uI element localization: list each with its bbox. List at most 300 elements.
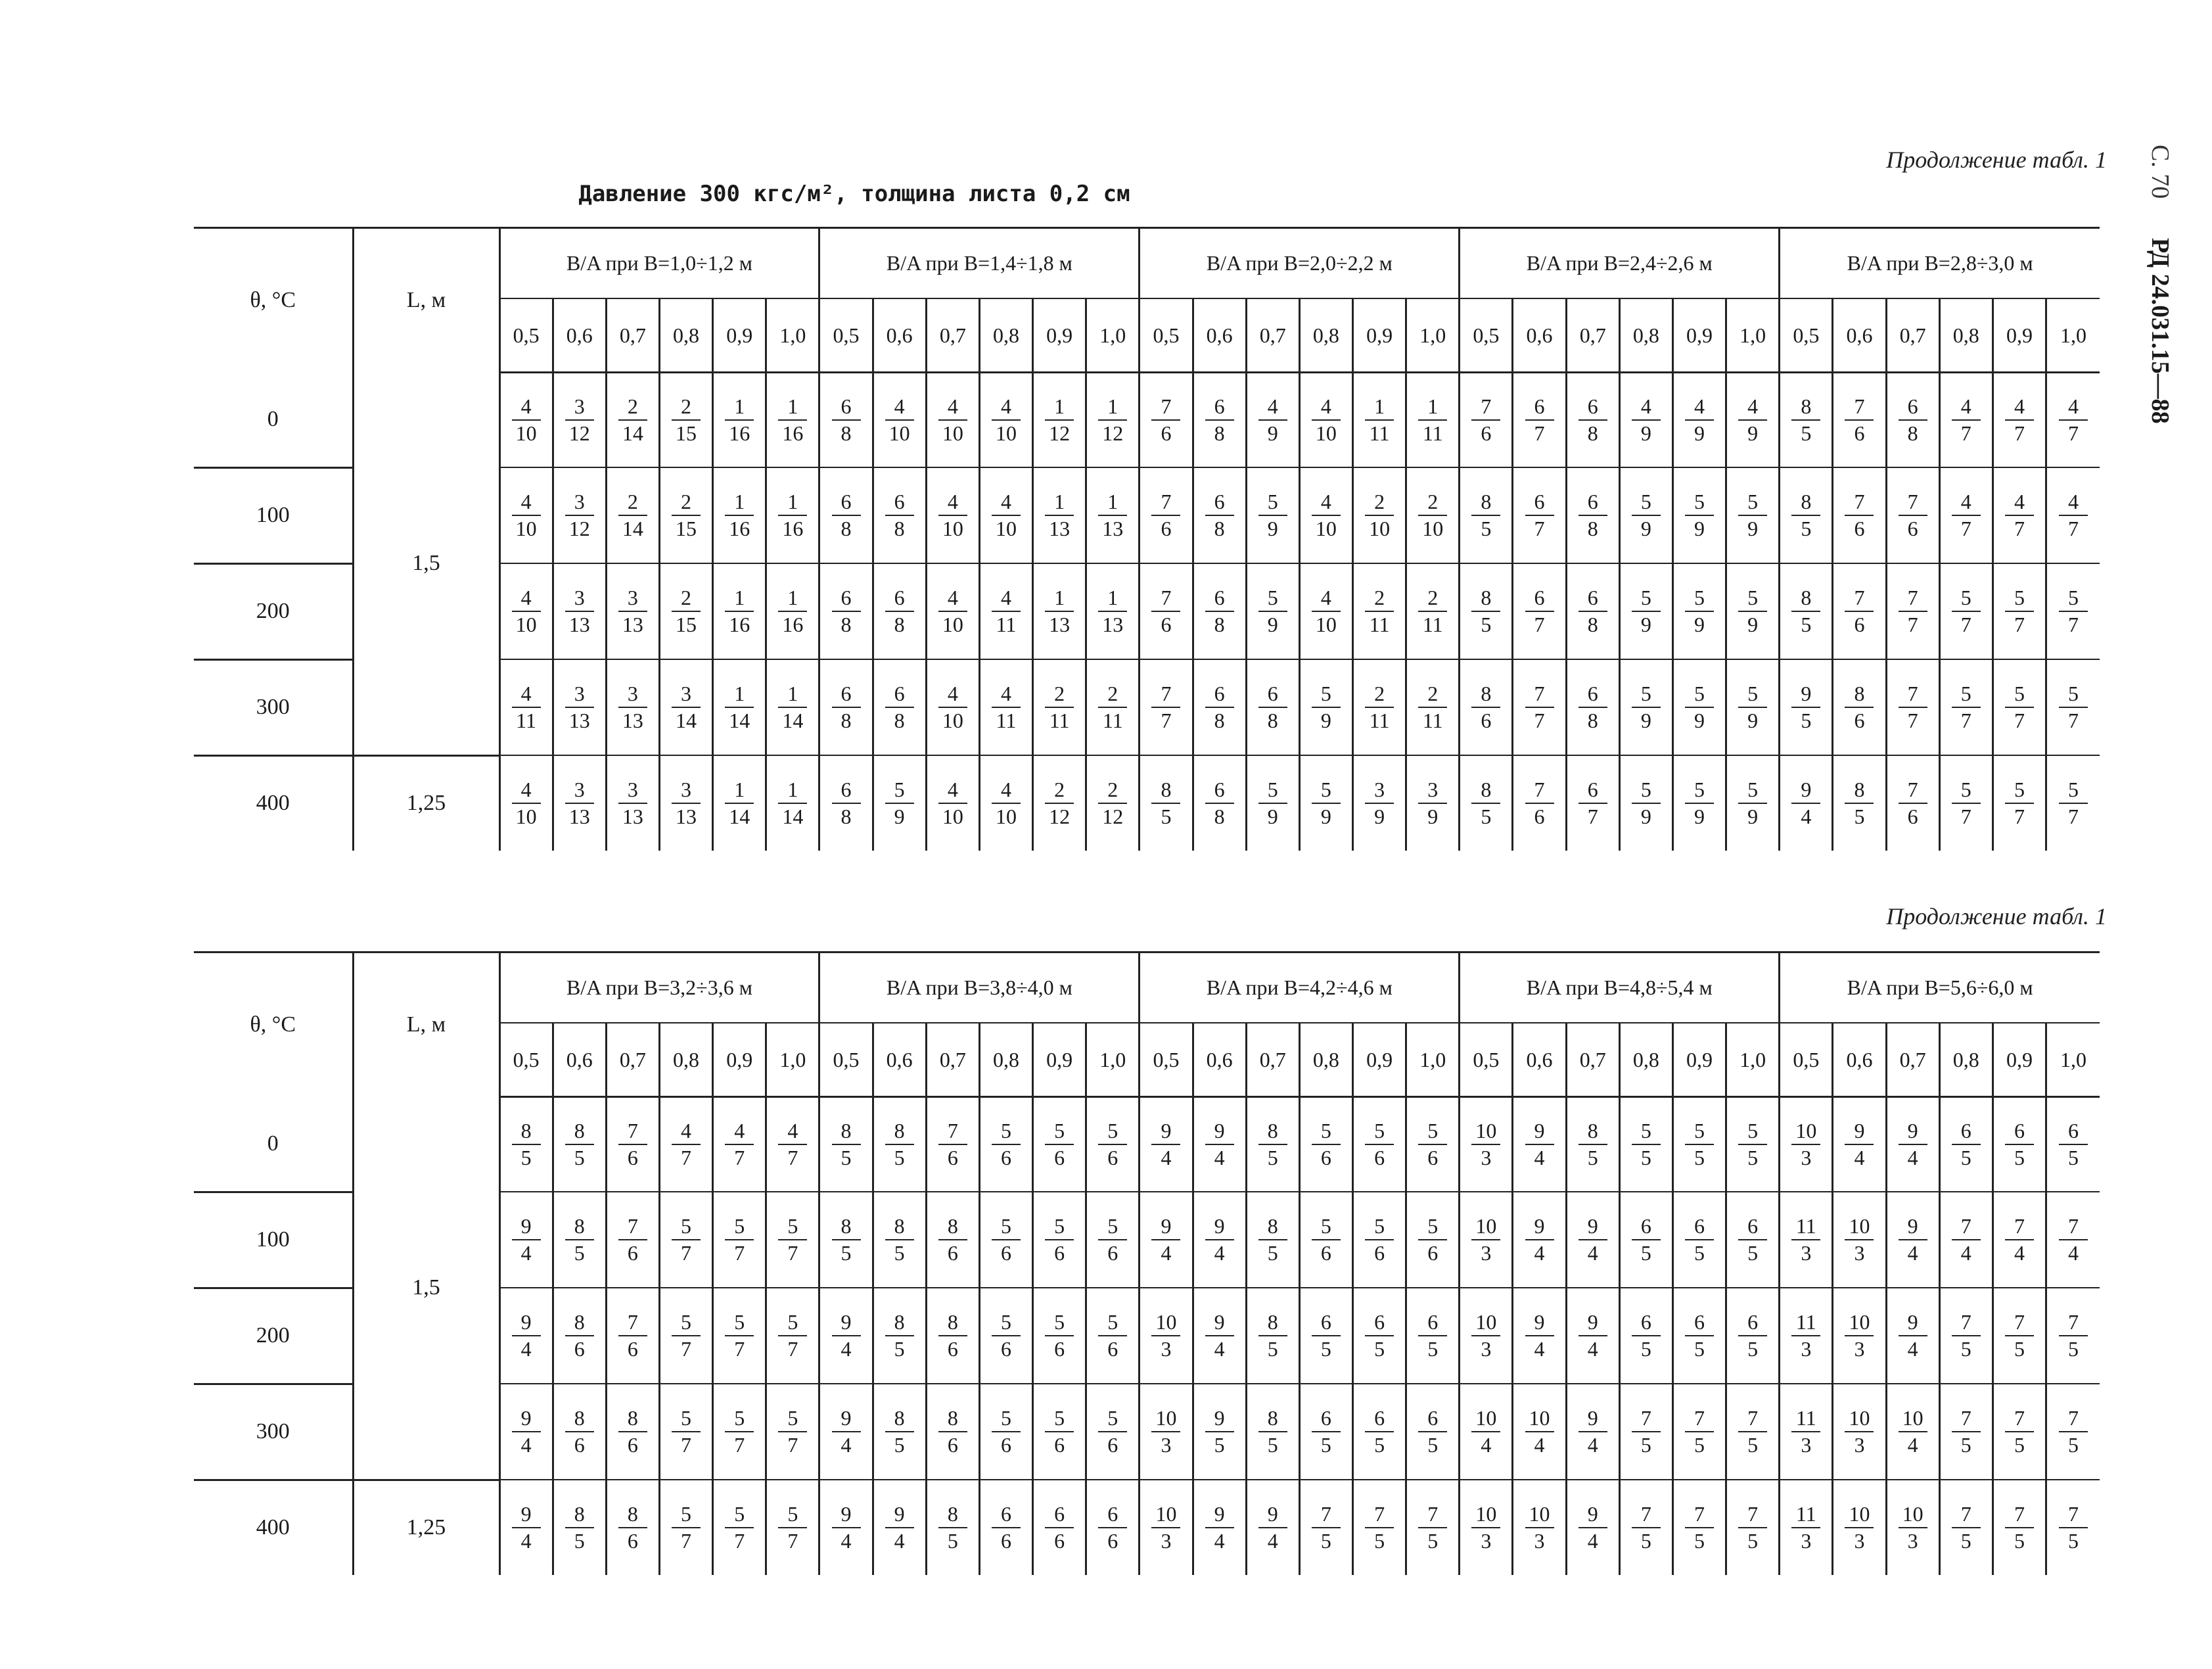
ratio-header: 0,7 bbox=[926, 1023, 979, 1097]
fraction bbox=[1045, 1311, 1074, 1361]
denominator: 7 bbox=[725, 1527, 754, 1553]
ratio-header: 0,5 bbox=[1140, 298, 1193, 373]
denominator: 9 bbox=[1738, 611, 1767, 636]
fraction-cell bbox=[1726, 1384, 1780, 1480]
numerator: 6 bbox=[1054, 1501, 1065, 1526]
denominator: 3 bbox=[1151, 1431, 1180, 1457]
fraction bbox=[1899, 1119, 1927, 1169]
denominator: 4 bbox=[1845, 1144, 1874, 1169]
fraction bbox=[832, 1311, 861, 1361]
fraction-cell bbox=[1033, 755, 1086, 851]
fraction bbox=[778, 778, 807, 828]
denominator: 5 bbox=[885, 1144, 914, 1169]
denominator: 5 bbox=[1952, 1335, 1981, 1361]
fraction bbox=[1365, 1407, 1394, 1457]
fraction bbox=[1952, 1503, 1981, 1553]
numerator: 4 bbox=[947, 489, 958, 513]
denominator: 3 bbox=[1791, 1239, 1820, 1265]
fraction-cell bbox=[1993, 1288, 2046, 1384]
fraction-cell bbox=[1193, 755, 1246, 851]
denominator: 5 bbox=[1632, 1335, 1661, 1361]
fraction bbox=[618, 1311, 647, 1361]
denominator: 6 bbox=[1151, 419, 1180, 445]
numerator: 8 bbox=[1801, 585, 1812, 609]
fraction-cell bbox=[1672, 373, 1726, 468]
fraction-cell bbox=[1513, 1384, 1566, 1480]
fraction-cell bbox=[979, 1192, 1032, 1288]
numerator: 10 bbox=[1475, 1501, 1497, 1526]
group-header: B/A при B=3,2÷3,6 м bbox=[499, 952, 819, 1023]
numerator: 8 bbox=[574, 1213, 585, 1238]
fraction bbox=[2005, 1119, 2034, 1169]
fraction bbox=[1738, 1311, 1767, 1361]
ratio-header: 0,8 bbox=[1619, 1023, 1672, 1097]
fraction bbox=[992, 490, 1021, 540]
fraction bbox=[1738, 1407, 1767, 1457]
fraction-cell bbox=[1672, 755, 1726, 851]
group-header: B/A при B=2,4÷2,6 м bbox=[1460, 228, 1780, 299]
ratio-header: 0,7 bbox=[1246, 1023, 1299, 1097]
numerator: 5 bbox=[1054, 1405, 1065, 1430]
fraction-cell bbox=[1780, 755, 1833, 851]
denominator: 9 bbox=[1365, 803, 1394, 828]
table-row bbox=[194, 755, 2100, 851]
denominator: 5 bbox=[512, 1144, 541, 1169]
fraction-cell bbox=[1513, 1097, 1566, 1192]
fraction bbox=[1098, 1503, 1127, 1553]
fraction-cell bbox=[1193, 1480, 1246, 1575]
fraction-cell bbox=[659, 1097, 712, 1192]
fraction bbox=[938, 682, 967, 732]
denominator: 3 bbox=[1471, 1239, 1500, 1265]
numerator: 5 bbox=[1747, 489, 1759, 513]
fraction bbox=[1952, 1311, 1981, 1361]
denominator: 8 bbox=[885, 515, 914, 540]
denominator: 7 bbox=[1151, 707, 1180, 732]
denominator: 8 bbox=[832, 707, 861, 732]
numerator: 6 bbox=[1374, 1405, 1385, 1430]
fraction-cell bbox=[1886, 1384, 1939, 1480]
numerator: 4 bbox=[947, 394, 958, 418]
fraction-cell bbox=[926, 1097, 979, 1192]
fraction bbox=[565, 1119, 594, 1169]
fraction bbox=[1525, 490, 1554, 540]
numerator: 7 bbox=[1161, 394, 1172, 418]
fraction bbox=[1525, 395, 1554, 445]
denominator: 10 bbox=[992, 419, 1021, 445]
fraction bbox=[1525, 1407, 1554, 1457]
ratio-header: 1,0 bbox=[1086, 298, 1140, 373]
numerator: 6 bbox=[1747, 1213, 1759, 1238]
fraction-cell bbox=[553, 1384, 606, 1480]
ratio-header: 1,0 bbox=[2046, 298, 2100, 373]
fraction-cell bbox=[819, 1288, 873, 1384]
fraction bbox=[1791, 778, 1820, 828]
fraction bbox=[512, 1311, 541, 1361]
numerator: 8 bbox=[894, 1309, 905, 1334]
ratio-header: 0,6 bbox=[1833, 1023, 1886, 1097]
fraction bbox=[992, 682, 1021, 732]
numerator: 9 bbox=[841, 1309, 852, 1334]
ratio-header: 0,9 bbox=[713, 1023, 766, 1097]
row-length: 1,25 bbox=[353, 755, 499, 851]
numerator: 8 bbox=[1587, 1118, 1598, 1142]
denominator: 16 bbox=[725, 515, 754, 540]
numerator: 1 bbox=[787, 585, 798, 609]
fraction-cell bbox=[499, 659, 553, 755]
denominator: 10 bbox=[938, 707, 967, 732]
numerator: 3 bbox=[574, 585, 585, 609]
numerator: 5 bbox=[787, 1405, 798, 1430]
fraction bbox=[1845, 1407, 1874, 1457]
numerator: 5 bbox=[1640, 489, 1651, 513]
denominator: 6 bbox=[1045, 1431, 1074, 1457]
fraction bbox=[1045, 778, 1074, 828]
numerator: 8 bbox=[1801, 394, 1812, 418]
denominator: 4 bbox=[512, 1431, 541, 1457]
denominator: 4 bbox=[1471, 1431, 1500, 1457]
denominator: 4 bbox=[512, 1239, 541, 1265]
fraction bbox=[2059, 1215, 2088, 1265]
fraction bbox=[1738, 778, 1767, 828]
numerator: 10 bbox=[1902, 1405, 1924, 1430]
fraction-cell bbox=[1353, 1480, 1406, 1575]
numerator: 4 bbox=[1000, 489, 1011, 513]
fraction-cell bbox=[873, 467, 926, 563]
denominator: 7 bbox=[1525, 707, 1554, 732]
denominator: 12 bbox=[1098, 419, 1127, 445]
fraction-cell bbox=[1886, 1288, 1939, 1384]
denominator: 5 bbox=[1258, 1335, 1287, 1361]
ratio-header: 0,6 bbox=[1193, 1023, 1246, 1097]
row-theta: 0 bbox=[194, 1097, 353, 1192]
fraction bbox=[1738, 586, 1767, 636]
fraction bbox=[1258, 778, 1287, 828]
fraction bbox=[1471, 778, 1500, 828]
denominator: 5 bbox=[2059, 1527, 2088, 1553]
numerator: 8 bbox=[1481, 585, 1492, 609]
fraction-cell bbox=[1833, 1288, 1886, 1384]
fraction-cell bbox=[1939, 1097, 1993, 1192]
denominator: 5 bbox=[1258, 1431, 1287, 1457]
denominator: 5 bbox=[1312, 1335, 1341, 1361]
denominator: 5 bbox=[1258, 1144, 1287, 1169]
denominator: 6 bbox=[618, 1335, 647, 1361]
numerator: 1 bbox=[1054, 394, 1065, 418]
numerator: 8 bbox=[1481, 681, 1492, 705]
fraction-cell bbox=[1726, 373, 1780, 468]
denominator: 5 bbox=[1632, 1239, 1661, 1265]
fraction-cell bbox=[1406, 755, 1460, 851]
ratio-header: 0,8 bbox=[979, 1023, 1032, 1097]
fraction-cell bbox=[1299, 1480, 1352, 1575]
fraction bbox=[1791, 490, 1820, 540]
numerator: 8 bbox=[894, 1213, 905, 1238]
table-1 bbox=[194, 227, 2100, 851]
fraction-cell bbox=[1299, 373, 1352, 468]
fraction-cell bbox=[1299, 755, 1352, 851]
fraction bbox=[1899, 1215, 1927, 1265]
numerator: 2 bbox=[1427, 585, 1439, 609]
denominator: 10 bbox=[512, 515, 541, 540]
numerator: 8 bbox=[627, 1501, 638, 1526]
denominator: 6 bbox=[1045, 1144, 1074, 1169]
denominator: 4 bbox=[2005, 1239, 2034, 1265]
numerator: 11 bbox=[1795, 1501, 1816, 1526]
table-row bbox=[194, 1097, 2100, 1192]
numerator: 7 bbox=[1907, 777, 1918, 801]
denominator: 8 bbox=[1578, 611, 1607, 636]
denominator: 10 bbox=[1312, 419, 1341, 445]
fraction bbox=[1685, 586, 1714, 636]
denominator: 10 bbox=[1365, 515, 1394, 540]
fraction bbox=[1952, 490, 1981, 540]
fraction-cell bbox=[1939, 1384, 1993, 1480]
fraction-cell bbox=[1513, 659, 1566, 755]
fraction-cell bbox=[499, 755, 553, 851]
denominator: 8 bbox=[832, 515, 861, 540]
numerator: 1 bbox=[1107, 489, 1118, 513]
fraction-cell bbox=[499, 373, 553, 468]
numerator: 6 bbox=[1320, 1405, 1331, 1430]
fraction bbox=[1312, 1503, 1341, 1553]
fraction bbox=[1578, 490, 1607, 540]
fraction-cell bbox=[606, 755, 659, 851]
numerator: 6 bbox=[1587, 681, 1598, 705]
fraction bbox=[778, 490, 807, 540]
numerator: 5 bbox=[1747, 681, 1759, 705]
fraction bbox=[725, 1311, 754, 1361]
row-theta: 200 bbox=[194, 563, 353, 659]
fraction-cell bbox=[926, 467, 979, 563]
numerator: 7 bbox=[2068, 1213, 2079, 1238]
fraction bbox=[1738, 490, 1767, 540]
fraction bbox=[672, 490, 701, 540]
numerator: 8 bbox=[1267, 1213, 1278, 1238]
fraction-cell bbox=[873, 373, 926, 468]
denominator: 6 bbox=[1098, 1144, 1127, 1169]
denominator: 7 bbox=[2059, 803, 2088, 828]
denominator: 7 bbox=[778, 1527, 807, 1553]
numerator: 9 bbox=[1214, 1309, 1225, 1334]
fraction-cell bbox=[1780, 1480, 1833, 1575]
fraction-cell bbox=[1406, 563, 1460, 659]
fraction bbox=[1258, 1407, 1287, 1457]
fraction-cell bbox=[1246, 563, 1299, 659]
denominator: 12 bbox=[565, 419, 594, 445]
numerator: 8 bbox=[1267, 1118, 1278, 1142]
fraction bbox=[618, 682, 647, 732]
fraction-cell bbox=[1033, 659, 1086, 755]
fraction-cell bbox=[766, 755, 819, 851]
denominator: 9 bbox=[1418, 803, 1447, 828]
fraction-cell bbox=[819, 373, 873, 468]
fraction bbox=[672, 1215, 701, 1265]
fraction-cell bbox=[1619, 1384, 1672, 1480]
fraction-cell bbox=[553, 1288, 606, 1384]
fraction-cell bbox=[2046, 563, 2100, 659]
denominator: 5 bbox=[1738, 1239, 1767, 1265]
denominator: 3 bbox=[1845, 1527, 1874, 1553]
denominator: 8 bbox=[1205, 419, 1234, 445]
fraction bbox=[885, 395, 914, 445]
fraction-cell bbox=[1299, 1097, 1352, 1192]
denominator: 7 bbox=[1952, 803, 1981, 828]
fraction bbox=[1045, 1503, 1074, 1553]
fraction bbox=[1685, 1407, 1714, 1457]
denominator: 3 bbox=[1525, 1527, 1554, 1553]
fraction bbox=[1258, 395, 1287, 445]
denominator: 16 bbox=[725, 419, 754, 445]
denominator: 3 bbox=[1791, 1144, 1820, 1169]
fraction bbox=[1205, 682, 1234, 732]
fraction-cell bbox=[1513, 1288, 1566, 1384]
denominator: 4 bbox=[1205, 1527, 1234, 1553]
numerator: 4 bbox=[520, 489, 532, 513]
fraction-cell bbox=[1939, 373, 1993, 468]
denominator: 5 bbox=[885, 1335, 914, 1361]
numerator: 8 bbox=[841, 1213, 852, 1238]
fraction-cell bbox=[926, 1192, 979, 1288]
denominator: 5 bbox=[1205, 1431, 1234, 1457]
numerator: 4 bbox=[894, 394, 905, 418]
numerator: 9 bbox=[1801, 777, 1812, 801]
denominator: 5 bbox=[1845, 803, 1874, 828]
fraction-cell bbox=[873, 563, 926, 659]
denominator: 14 bbox=[725, 803, 754, 828]
fraction-cell bbox=[553, 1480, 606, 1575]
fraction-cell bbox=[1353, 373, 1406, 468]
fraction-cell bbox=[979, 373, 1032, 468]
numerator: 1 bbox=[1107, 585, 1118, 609]
fraction-cell bbox=[1619, 1480, 1672, 1575]
numerator: 5 bbox=[2014, 585, 2025, 609]
denominator: 7 bbox=[778, 1144, 807, 1169]
denominator: 7 bbox=[778, 1431, 807, 1457]
denominator: 6 bbox=[1845, 611, 1874, 636]
denominator: 5 bbox=[1791, 611, 1820, 636]
fraction bbox=[1365, 778, 1394, 828]
numerator: 8 bbox=[574, 1501, 585, 1526]
numerator: 7 bbox=[1854, 489, 1865, 513]
fraction-cell bbox=[1140, 373, 1193, 468]
numerator: 7 bbox=[1534, 777, 1545, 801]
fraction-cell bbox=[1672, 467, 1726, 563]
numerator: 5 bbox=[1267, 585, 1278, 609]
denominator: 10 bbox=[1312, 515, 1341, 540]
denominator: 13 bbox=[1098, 515, 1127, 540]
fraction bbox=[1685, 1215, 1714, 1265]
denominator: 4 bbox=[1525, 1144, 1554, 1169]
fraction-cell bbox=[553, 755, 606, 851]
fraction bbox=[1791, 1119, 1820, 1169]
numerator: 1 bbox=[734, 777, 745, 801]
numerator: 4 bbox=[787, 1118, 798, 1142]
table-2 bbox=[194, 951, 2100, 1575]
fraction bbox=[1632, 490, 1661, 540]
fraction bbox=[2059, 395, 2088, 445]
denominator: 5 bbox=[1471, 515, 1500, 540]
fraction-cell bbox=[2046, 1288, 2100, 1384]
fraction-cell bbox=[2046, 1384, 2100, 1480]
fraction bbox=[1845, 1311, 1874, 1361]
group-header: B/A при B=2,0÷2,2 м bbox=[1140, 228, 1460, 299]
fraction bbox=[1685, 682, 1714, 732]
fraction bbox=[725, 1215, 754, 1265]
denominator: 4 bbox=[1525, 1335, 1554, 1361]
fraction bbox=[618, 490, 647, 540]
fraction-cell bbox=[1033, 467, 1086, 563]
fraction bbox=[1098, 395, 1127, 445]
denominator: 5 bbox=[2059, 1431, 2088, 1457]
numerator: 8 bbox=[1161, 777, 1172, 801]
denominator: 6 bbox=[1418, 1144, 1447, 1169]
fraction-cell bbox=[926, 659, 979, 755]
numerator: 6 bbox=[1427, 1405, 1439, 1430]
fraction-cell bbox=[1246, 467, 1299, 563]
denominator: 6 bbox=[1098, 1239, 1127, 1265]
fraction bbox=[1899, 1407, 1927, 1457]
numerator: 3 bbox=[1374, 777, 1385, 801]
numerator: 6 bbox=[1534, 394, 1545, 418]
denominator: 8 bbox=[1205, 515, 1234, 540]
fraction-cell bbox=[1886, 755, 1939, 851]
numerator: 5 bbox=[681, 1405, 692, 1430]
denominator: 3 bbox=[1471, 1144, 1500, 1169]
numerator: 4 bbox=[947, 777, 958, 801]
fraction-cell bbox=[1086, 659, 1140, 755]
numerator: 4 bbox=[2014, 394, 2025, 418]
denominator: 6 bbox=[1845, 707, 1874, 732]
denominator: 3 bbox=[1791, 1527, 1820, 1553]
denominator: 5 bbox=[1738, 1144, 1767, 1169]
fraction-cell bbox=[1833, 1097, 1886, 1192]
numerator: 4 bbox=[947, 585, 958, 609]
denominator: 5 bbox=[1952, 1527, 1981, 1553]
row-length: 1,5 bbox=[353, 373, 499, 756]
denominator: 8 bbox=[1258, 707, 1287, 732]
ratio-header: 1,0 bbox=[1726, 298, 1780, 373]
fraction-cell bbox=[873, 659, 926, 755]
denominator: 3 bbox=[1151, 1335, 1180, 1361]
fraction-cell bbox=[1672, 1384, 1726, 1480]
fraction-cell bbox=[1566, 1480, 1619, 1575]
fraction-cell bbox=[499, 1288, 553, 1384]
fraction-cell bbox=[1140, 1097, 1193, 1192]
denominator: 4 bbox=[1151, 1239, 1180, 1265]
numerator: 10 bbox=[1155, 1501, 1177, 1526]
fraction bbox=[618, 778, 647, 828]
fraction bbox=[512, 1215, 541, 1265]
fraction bbox=[992, 1407, 1021, 1457]
fraction bbox=[1525, 1119, 1554, 1169]
fraction-cell bbox=[1513, 563, 1566, 659]
fraction bbox=[1471, 1119, 1500, 1169]
fraction-cell bbox=[1619, 373, 1672, 468]
denominator: 7 bbox=[2005, 611, 2034, 636]
numerator: 8 bbox=[1481, 489, 1492, 513]
denominator: 9 bbox=[1685, 419, 1714, 445]
fraction-cell bbox=[1566, 659, 1619, 755]
fraction bbox=[725, 682, 754, 732]
numerator: 10 bbox=[1529, 1405, 1550, 1430]
numerator: 6 bbox=[1427, 1309, 1439, 1334]
numerator: 1 bbox=[734, 489, 745, 513]
numerator: 6 bbox=[1000, 1501, 1011, 1526]
fraction-cell bbox=[1299, 467, 1352, 563]
numerator: 8 bbox=[947, 1501, 958, 1526]
fraction bbox=[1632, 778, 1661, 828]
